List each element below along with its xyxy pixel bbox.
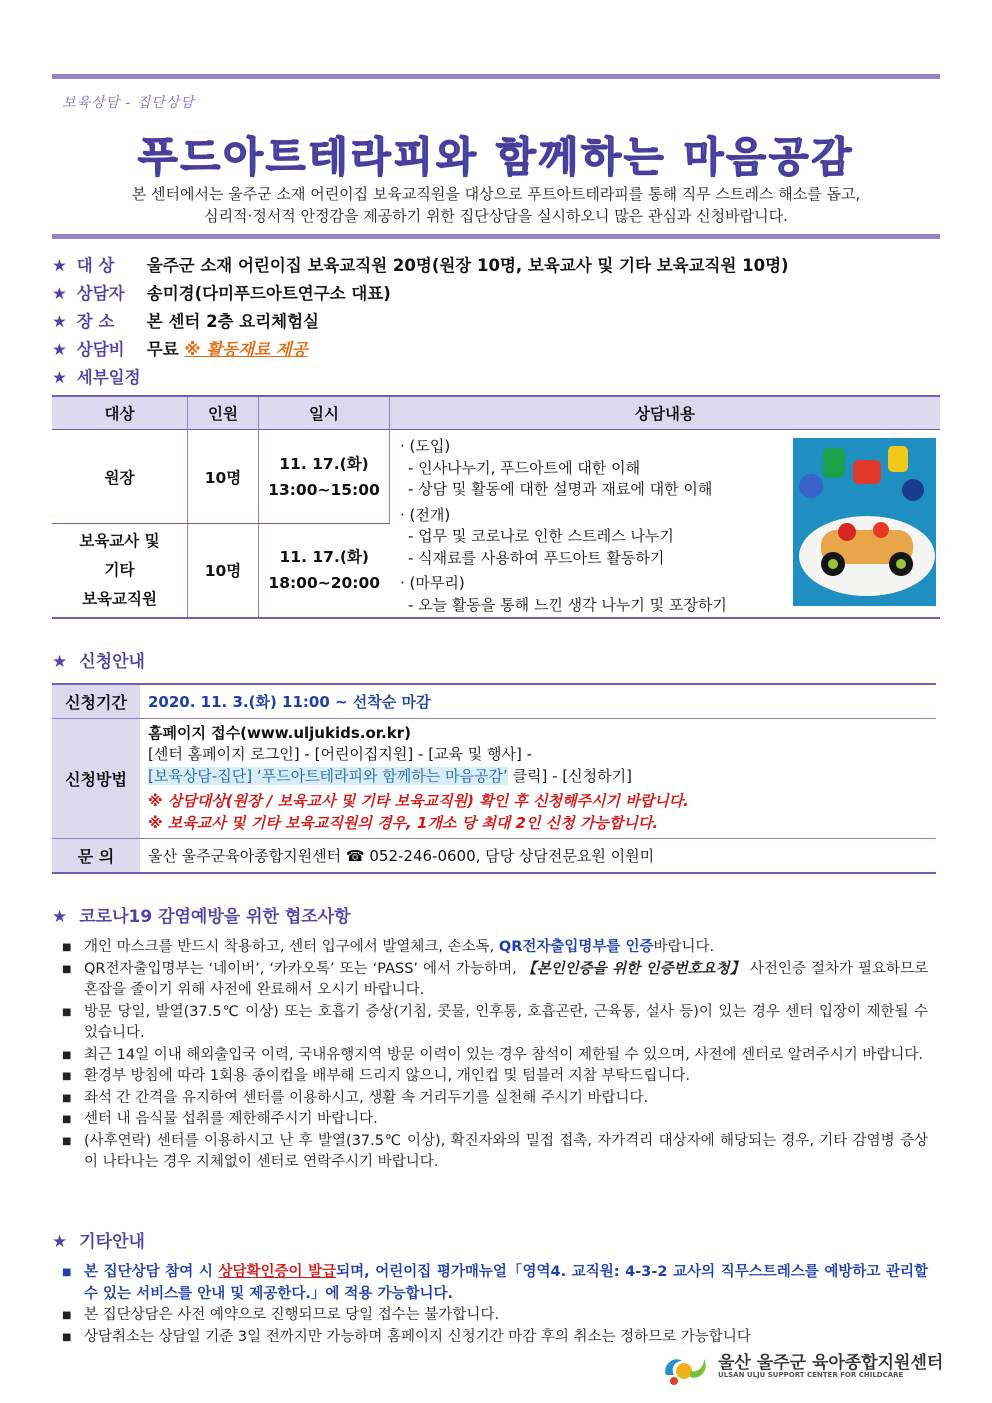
list-item: ■ 좌석 간 간격을 유지하여 센터를 이용하시고, 생활 속 거리두기를 실천해 주시기 바랍니다. (62, 1088, 928, 1110)
star-icon: ★ (52, 312, 67, 331)
program-link[interactable]: [보육상담-집단] ‘푸드아트테라피와 함께하는 마음공감’ (148, 766, 508, 785)
intro-text (60, 183, 932, 227)
col-content: 상담내용 (390, 396, 941, 430)
row1-count: 10명 (188, 430, 259, 524)
row2-count: 10명 (188, 524, 259, 618)
col-date: 일시 (259, 396, 390, 430)
info-fee: ★ 상담비 무료 ※ 활동재료 제공 (52, 340, 308, 359)
row2-target: 보육교사 및 기타 보육교직원 (52, 524, 188, 618)
list-item: ■ 최근 14일 이내 해외출입국 이력, 국내유행지역 방문 이력이 있는 경우 참석이 제한될 수 있으며, 사전에 센터로 알려주시기 바랍니다. (62, 1045, 928, 1067)
col-target: 대상 (52, 396, 188, 430)
apply-section-title: ★ 신청안내 (52, 652, 145, 672)
table-row (52, 430, 940, 524)
top-divider (52, 74, 940, 79)
row2-datetime: 11. 17.(화) 18:00~20:00 (259, 524, 390, 618)
star-icon: ★ (52, 907, 68, 927)
star-icon: ★ (52, 368, 67, 387)
star-icon: ★ (52, 652, 68, 672)
list-item: ■ 상담취소는 상담일 기준 3일 전까지만 가능하며 홈페이지 신청기간 마감 후의 취소는 정하므로 가능합니다 (62, 1327, 928, 1345)
col-count: 인원 (188, 396, 259, 430)
star-icon: ★ (52, 340, 67, 359)
content-cell: · (도입) - 인사나누기, 푸드아트에 대한 이해 - 상담 및 활동에 대한 설명과 재료에 대한 이해 · (전개) - 업무 및 코로나로 인한 스트레스 나누기 - 식재료를 사용하여 푸드아트 활동하기 · (마무리) - 오늘 활동을 통해 느낀 생각 나누기 및 포장하기 (390, 430, 941, 618)
info-schedule: ★ 세부일정 (52, 368, 141, 387)
list-item: ■ 개인 마스크를 반드시 착용하고, 센터 입구에서 발열체크, 손소독, QR전자출입명부를 인증바랍니다. (62, 937, 928, 959)
logo-icon (660, 1347, 712, 1387)
list-item: ■ 센터 내 음식물 섭취를 제한해주시기 바랍니다. (62, 1109, 928, 1131)
method-value: 홈페이지 접수(www.uljukids.or.kr) [센터 홈페이지 로그인] - [어린이집지원] - [교육 및 행사] - [보육상담-집단] ‘푸드아트테라피와 함께하는 마음공감’ 클릭] - [신청하기] ※ 상담대상(원장 / 보육교사 및 기타 보육교직원) 확인 후 신청해주시기 바랍니다. ※ 보육교사 및 기타 보육교직원의 경우, 1개소 당 최대 2인 신청 가능합니다. (140, 718, 936, 839)
info-counselor: ★ 상담자 송미경(다미푸드아트연구소 대표) (52, 284, 391, 303)
list-item: ■ QR전자출입명부는 ‘네이버’, ‘카카오톡’ 또는 ‘PASS’ 에서 가능하며, 【본인인증을 위한 인증번호요청】 사전인증 절차가 필요하므로 혼잡을 줄이기 위해 사전에 완료해서 오시기 바랍니다. (62, 959, 928, 1002)
apply-table (52, 683, 936, 874)
star-icon: ★ (52, 284, 67, 303)
period-value: 2020. 11. 3.(화) 11:00 ~ 선착순 마감 (140, 684, 936, 718)
schedule-table (52, 395, 940, 619)
star-icon: ★ (52, 1232, 68, 1252)
row1-target: 원장 (52, 430, 188, 524)
method-label: 신청방법 (52, 718, 140, 839)
list-item: ■ 환경부 방침에 따라 1회용 종이컵을 배부해 드리지 않으니, 개인컵 및 텀블러 지참 부탁드립니다. (62, 1066, 928, 1088)
intro-divider (52, 234, 940, 239)
period-label: 신청기간 (52, 684, 140, 718)
intro-line-2: 심리적·정서적 안정감을 제공하기 위한 집단상담을 실시하오니 많은 관심과 신청바랍니다. (204, 207, 788, 225)
info-place: ★ 장 소 본 센터 2층 요리체험실 (52, 312, 319, 331)
etc-list (62, 1262, 928, 1345)
info-target: ★ 대 상 울주군 소재 어린이집 보육교직원 20명(원장 10명, 보육교사 및 기타 보육교직원 10명) (52, 256, 789, 275)
corona-section-title: ★ 코로나19 감염예방을 위한 협조사항 (52, 907, 351, 927)
corona-list (62, 937, 928, 1174)
org-name-ko: 울산 울주군 육아종합지원센터 (718, 1353, 944, 1373)
page-title: 푸드아트테라피와 함께하는 마음공감 (137, 133, 855, 181)
food-car-image (793, 438, 936, 606)
row1-datetime: 11. 17.(화) 13:00~15:00 (259, 430, 390, 524)
center-logo (660, 1347, 944, 1387)
contact-value: 울산 울주군육아종합지원센터 ☎ 052-246-0600, 담당 상담전문요원 이원미 (140, 839, 936, 873)
star-icon: ★ (52, 256, 67, 275)
contact-label: 문 의 (52, 839, 140, 873)
list-item: ■ (사후연락) 센터를 이용하시고 난 후 발열(37.5℃ 이상), 확진자와의 밀접 접촉, 자가격리 대상자에 해당되는 경우, 기타 감염병 증상이 나타나는 경우 지체없이 센터로 연락주시기 바랍니다. (62, 1131, 928, 1174)
etc-section-title: ★ 기타안내 (52, 1232, 145, 1252)
subtitle: 보육상담 - 집단상담 (62, 95, 195, 111)
list-item: ■ 본 집단상담은 사전 예약으로 진행되므로 당일 접수는 불가합니다. (62, 1305, 928, 1327)
org-name-en: ULSAN ULJU SUPPORT CENTER FOR CHILDCARE (718, 1371, 904, 1379)
intro-line-1: 본 센터에서는 울주군 소재 어린이집 보육교직원을 대상으로 푸트아트테라피를 통해 직무 스트레스 해소를 돕고, (131, 185, 861, 203)
list-item: ■ 본 집단상담 참여 시 상담확인증이 발급되며, 어린이집 평가매뉴얼「영역4. 교직원: 4-3-2 교사의 직무스트레스를 예방하고 관리할 수 있는 서비스를 안내 및 제공한다.」에 적용 가능합니다. (62, 1262, 928, 1305)
fee-note: ※ 활동재료 제공 (184, 340, 308, 359)
list-item: ■ 방문 당일, 발열(37.5℃ 이상) 또는 호흡기 증상(기침, 콧물, 인후통, 호흡곤란, 근육통, 설사 등)이 있는 경우 센터 입장이 제한될 수 있습니다. (62, 1002, 928, 1045)
food-art-photo (793, 438, 936, 606)
